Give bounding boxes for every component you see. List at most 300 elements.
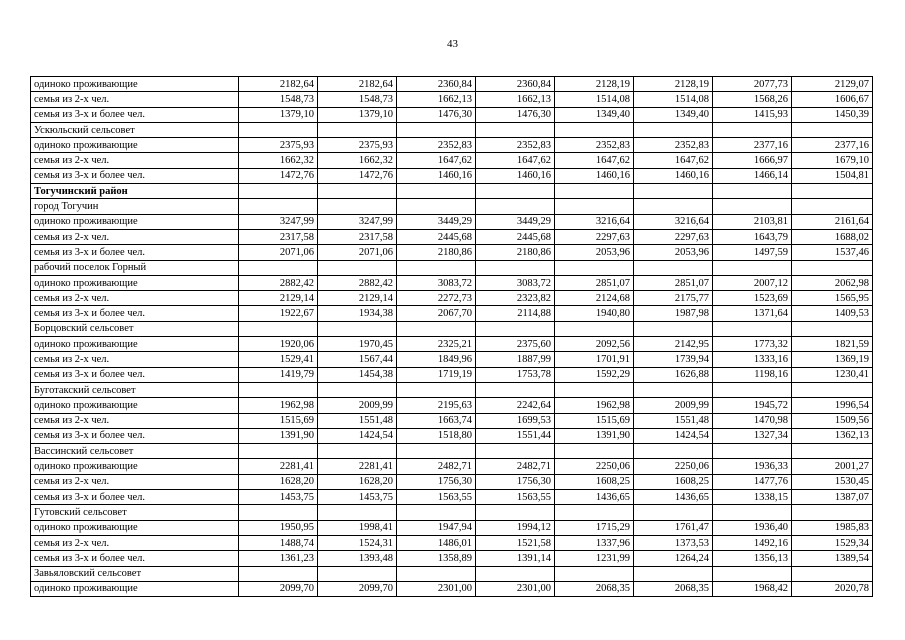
table-row <box>31 459 873 474</box>
section-header-row <box>31 382 873 397</box>
value-cell: 1460,16 <box>555 168 634 183</box>
value-cell: 1719,19 <box>397 367 476 382</box>
value-cell: 2071,06 <box>239 245 318 260</box>
value-cell: 2129,14 <box>318 291 397 306</box>
value-cell <box>318 321 397 336</box>
value-cell: 2301,00 <box>476 581 555 596</box>
value-cell: 2482,71 <box>397 459 476 474</box>
value-cell: 1756,30 <box>476 474 555 489</box>
value-cell: 1497,59 <box>713 245 792 260</box>
value-cell <box>239 184 318 199</box>
value-cell: 1628,20 <box>318 474 397 489</box>
value-cell: 3216,64 <box>555 214 634 229</box>
section-name: Гутовский сельсовет <box>31 505 239 520</box>
value-cell <box>634 382 713 397</box>
value-cell: 1424,54 <box>318 428 397 443</box>
value-cell <box>476 321 555 336</box>
value-cell <box>792 566 873 581</box>
row-label: одиноко проживающие <box>31 398 239 413</box>
value-cell: 1337,96 <box>555 535 634 550</box>
value-cell: 1338,15 <box>713 490 792 505</box>
table-row <box>31 352 873 367</box>
value-cell: 1962,98 <box>239 398 318 413</box>
value-cell: 2482,71 <box>476 459 555 474</box>
value-cell <box>792 382 873 397</box>
value-cell: 1264,24 <box>634 551 713 566</box>
value-cell: 1472,76 <box>239 168 318 183</box>
value-cell: 1626,88 <box>634 367 713 382</box>
value-cell <box>318 122 397 137</box>
value-cell: 1688,02 <box>792 229 873 244</box>
value-cell: 2068,35 <box>555 581 634 596</box>
row-label: семья из 3-х и более чел. <box>31 245 239 260</box>
value-cell: 2009,99 <box>634 398 713 413</box>
value-cell <box>397 260 476 275</box>
value-cell: 1920,06 <box>239 337 318 352</box>
value-cell: 1662,13 <box>476 92 555 107</box>
value-cell: 2882,42 <box>239 275 318 290</box>
value-cell: 1521,58 <box>476 535 555 550</box>
value-cell <box>397 382 476 397</box>
value-cell <box>713 444 792 459</box>
value-cell: 2129,14 <box>239 291 318 306</box>
value-cell <box>397 444 476 459</box>
value-cell: 1450,39 <box>792 107 873 122</box>
value-cell <box>318 444 397 459</box>
value-cell <box>397 199 476 214</box>
table-row <box>31 153 873 168</box>
value-cell: 1453,75 <box>318 490 397 505</box>
section-name: Буготакский сельсовет <box>31 382 239 397</box>
value-cell: 2301,00 <box>397 581 476 596</box>
row-label: одиноко проживающие <box>31 581 239 596</box>
value-cell <box>397 321 476 336</box>
value-cell: 2103,81 <box>713 214 792 229</box>
value-cell: 1936,33 <box>713 459 792 474</box>
value-cell: 1950,95 <box>239 520 318 535</box>
table-row <box>31 77 873 92</box>
value-cell <box>713 184 792 199</box>
value-cell: 1551,44 <box>476 428 555 443</box>
table-row <box>31 306 873 321</box>
table-row <box>31 229 873 244</box>
section-name: рабочий поселок Горный <box>31 260 239 275</box>
value-cell: 1387,07 <box>792 490 873 505</box>
value-cell: 1361,23 <box>239 551 318 566</box>
value-cell: 1849,96 <box>397 352 476 367</box>
value-cell <box>239 260 318 275</box>
value-cell: 2182,64 <box>239 77 318 92</box>
row-label: семья из 3-х и более чел. <box>31 107 239 122</box>
value-cell: 1996,54 <box>792 398 873 413</box>
value-cell: 3216,64 <box>634 214 713 229</box>
value-cell: 1504,81 <box>792 168 873 183</box>
table-row <box>31 92 873 107</box>
value-cell <box>555 122 634 137</box>
value-cell: 2009,99 <box>318 398 397 413</box>
value-cell: 1551,48 <box>318 413 397 428</box>
value-cell: 2281,41 <box>239 459 318 474</box>
value-cell <box>555 505 634 520</box>
value-cell: 2175,77 <box>634 291 713 306</box>
value-cell: 2068,35 <box>634 581 713 596</box>
value-cell: 1947,94 <box>397 520 476 535</box>
value-cell: 2020,78 <box>792 581 873 596</box>
value-cell: 3083,72 <box>397 275 476 290</box>
value-cell: 2099,70 <box>318 581 397 596</box>
value-cell: 3247,99 <box>239 214 318 229</box>
value-cell <box>634 122 713 137</box>
value-cell <box>634 321 713 336</box>
row-label: одиноко проживающие <box>31 77 239 92</box>
value-cell: 1514,08 <box>555 92 634 107</box>
value-cell <box>792 122 873 137</box>
value-cell: 1647,62 <box>555 153 634 168</box>
value-cell: 1389,54 <box>792 551 873 566</box>
row-label: одиноко проживающие <box>31 337 239 352</box>
row-label: семья из 3-х и более чел. <box>31 306 239 321</box>
value-cell <box>713 260 792 275</box>
value-cell: 1563,55 <box>397 490 476 505</box>
value-cell <box>476 566 555 581</box>
value-cell <box>239 321 318 336</box>
value-cell: 1887,99 <box>476 352 555 367</box>
value-cell <box>318 199 397 214</box>
value-cell: 1647,62 <box>476 153 555 168</box>
value-cell: 2180,86 <box>476 245 555 260</box>
value-cell: 1628,20 <box>239 474 318 489</box>
value-cell: 1391,90 <box>555 428 634 443</box>
value-cell: 1530,45 <box>792 474 873 489</box>
value-cell <box>239 566 318 581</box>
value-cell: 2071,06 <box>318 245 397 260</box>
value-cell: 1934,38 <box>318 306 397 321</box>
value-cell <box>239 122 318 137</box>
value-cell: 1662,32 <box>318 153 397 168</box>
value-cell: 3083,72 <box>476 275 555 290</box>
row-label: семья из 2-х чел. <box>31 153 239 168</box>
value-cell <box>476 122 555 137</box>
value-cell: 1419,79 <box>239 367 318 382</box>
value-cell <box>634 199 713 214</box>
section-header-row <box>31 444 873 459</box>
row-label: семья из 2-х чел. <box>31 291 239 306</box>
value-cell <box>634 505 713 520</box>
value-cell <box>555 321 634 336</box>
value-cell: 2360,84 <box>476 77 555 92</box>
value-cell <box>792 444 873 459</box>
value-cell: 2128,19 <box>634 77 713 92</box>
value-cell: 1715,29 <box>555 520 634 535</box>
value-cell <box>476 444 555 459</box>
table-row <box>31 474 873 489</box>
value-cell: 2297,63 <box>555 229 634 244</box>
value-cell: 1679,10 <box>792 153 873 168</box>
value-cell: 1548,73 <box>318 92 397 107</box>
value-cell: 1436,65 <box>634 490 713 505</box>
row-label: семья из 2-х чел. <box>31 229 239 244</box>
value-cell <box>713 122 792 137</box>
value-cell: 1608,25 <box>634 474 713 489</box>
value-cell: 1524,31 <box>318 535 397 550</box>
value-cell <box>634 184 713 199</box>
value-cell: 1940,80 <box>555 306 634 321</box>
value-cell <box>713 382 792 397</box>
value-cell: 2099,70 <box>239 581 318 596</box>
value-cell <box>555 199 634 214</box>
value-cell: 1349,40 <box>634 107 713 122</box>
value-cell <box>555 184 634 199</box>
value-cell: 1922,67 <box>239 306 318 321</box>
section-header-row <box>31 321 873 336</box>
value-cell: 2128,19 <box>555 77 634 92</box>
value-cell: 1476,30 <box>476 107 555 122</box>
value-cell: 1756,30 <box>397 474 476 489</box>
value-cell: 2161,64 <box>792 214 873 229</box>
row-label: семья из 2-х чел. <box>31 413 239 428</box>
value-cell: 1699,53 <box>476 413 555 428</box>
value-cell: 1477,76 <box>713 474 792 489</box>
table-row <box>31 291 873 306</box>
value-cell: 1371,64 <box>713 306 792 321</box>
value-cell: 2317,58 <box>239 229 318 244</box>
value-cell <box>713 199 792 214</box>
value-cell: 1701,91 <box>555 352 634 367</box>
value-cell <box>634 444 713 459</box>
value-cell: 1936,40 <box>713 520 792 535</box>
section-header-row <box>31 566 873 581</box>
value-cell: 1537,46 <box>792 245 873 260</box>
value-cell: 1460,16 <box>476 168 555 183</box>
value-cell: 2053,96 <box>555 245 634 260</box>
value-cell: 1753,78 <box>476 367 555 382</box>
value-cell: 1509,56 <box>792 413 873 428</box>
value-cell <box>713 566 792 581</box>
value-cell <box>713 505 792 520</box>
value-cell: 2180,86 <box>397 245 476 260</box>
value-cell <box>634 566 713 581</box>
value-cell: 1663,74 <box>397 413 476 428</box>
tariff-table <box>30 76 873 597</box>
value-cell <box>555 260 634 275</box>
value-cell: 2182,64 <box>318 77 397 92</box>
value-cell: 2297,63 <box>634 229 713 244</box>
value-cell: 1563,55 <box>476 490 555 505</box>
value-cell: 1486,01 <box>397 535 476 550</box>
value-cell: 1470,98 <box>713 413 792 428</box>
value-cell <box>792 199 873 214</box>
value-cell: 1592,29 <box>555 367 634 382</box>
section-header-row <box>31 199 873 214</box>
value-cell: 2375,93 <box>239 138 318 153</box>
district-name: Тогучинский район <box>31 184 239 199</box>
value-cell: 2317,58 <box>318 229 397 244</box>
value-cell: 2007,12 <box>713 275 792 290</box>
value-cell: 2352,83 <box>476 138 555 153</box>
value-cell <box>792 321 873 336</box>
value-cell <box>318 505 397 520</box>
value-cell: 1970,45 <box>318 337 397 352</box>
value-cell: 3449,29 <box>397 214 476 229</box>
value-cell: 2377,16 <box>792 138 873 153</box>
table-row <box>31 138 873 153</box>
row-label: одиноко проживающие <box>31 275 239 290</box>
value-cell: 1231,99 <box>555 551 634 566</box>
value-cell: 1349,40 <box>555 107 634 122</box>
value-cell: 2129,07 <box>792 77 873 92</box>
value-cell <box>476 199 555 214</box>
value-cell <box>239 382 318 397</box>
value-cell: 1568,26 <box>713 92 792 107</box>
value-cell: 2281,41 <box>318 459 397 474</box>
value-cell: 1466,14 <box>713 168 792 183</box>
table-row <box>31 168 873 183</box>
value-cell <box>318 566 397 581</box>
value-cell: 1362,13 <box>792 428 873 443</box>
row-label: семья из 3-х и более чел. <box>31 367 239 382</box>
value-cell: 2851,07 <box>555 275 634 290</box>
value-cell: 1551,48 <box>634 413 713 428</box>
section-header-row <box>31 260 873 275</box>
section-name: Ускюльский сельсовет <box>31 122 239 137</box>
value-cell: 1436,65 <box>555 490 634 505</box>
value-cell: 1514,08 <box>634 92 713 107</box>
section-name: Борцовский сельсовет <box>31 321 239 336</box>
table-row <box>31 520 873 535</box>
value-cell <box>476 505 555 520</box>
value-cell: 1492,16 <box>713 535 792 550</box>
value-cell: 1472,76 <box>318 168 397 183</box>
value-cell: 1460,16 <box>397 168 476 183</box>
table-row <box>31 490 873 505</box>
value-cell: 2352,83 <box>555 138 634 153</box>
value-cell: 2323,82 <box>476 291 555 306</box>
value-cell <box>792 184 873 199</box>
value-cell: 1454,38 <box>318 367 397 382</box>
value-cell <box>397 122 476 137</box>
table-row <box>31 413 873 428</box>
value-cell: 1662,13 <box>397 92 476 107</box>
value-cell: 1565,95 <box>792 291 873 306</box>
value-cell: 1994,12 <box>476 520 555 535</box>
value-cell: 2445,68 <box>476 229 555 244</box>
table-row <box>31 398 873 413</box>
value-cell: 1356,13 <box>713 551 792 566</box>
value-cell: 1460,16 <box>634 168 713 183</box>
value-cell <box>397 184 476 199</box>
section-header-row <box>31 122 873 137</box>
value-cell: 1369,19 <box>792 352 873 367</box>
value-cell <box>555 444 634 459</box>
value-cell: 1643,79 <box>713 229 792 244</box>
table-row <box>31 107 873 122</box>
row-label: одиноко проживающие <box>31 214 239 229</box>
row-label: семья из 2-х чел. <box>31 92 239 107</box>
value-cell <box>634 260 713 275</box>
value-cell <box>239 505 318 520</box>
value-cell: 2242,64 <box>476 398 555 413</box>
value-cell: 1327,34 <box>713 428 792 443</box>
value-cell: 1333,16 <box>713 352 792 367</box>
value-cell: 3247,99 <box>318 214 397 229</box>
value-cell: 1773,32 <box>713 337 792 352</box>
row-label: одиноко проживающие <box>31 138 239 153</box>
value-cell <box>318 382 397 397</box>
value-cell: 1647,62 <box>397 153 476 168</box>
value-cell: 1968,42 <box>713 581 792 596</box>
value-cell: 1358,89 <box>397 551 476 566</box>
value-cell: 2062,98 <box>792 275 873 290</box>
value-cell: 1198,16 <box>713 367 792 382</box>
value-cell: 1424,54 <box>634 428 713 443</box>
value-cell: 2445,68 <box>397 229 476 244</box>
value-cell: 1821,59 <box>792 337 873 352</box>
value-cell: 1515,69 <box>555 413 634 428</box>
table-row <box>31 581 873 596</box>
value-cell: 2250,06 <box>555 459 634 474</box>
value-cell: 1391,90 <box>239 428 318 443</box>
value-cell: 3449,29 <box>476 214 555 229</box>
value-cell <box>476 184 555 199</box>
table-row <box>31 535 873 550</box>
row-label: одиноко проживающие <box>31 459 239 474</box>
value-cell: 2851,07 <box>634 275 713 290</box>
value-cell: 1230,41 <box>792 367 873 382</box>
value-cell: 2067,70 <box>397 306 476 321</box>
section-header-row <box>31 505 873 520</box>
value-cell <box>713 321 792 336</box>
row-label: семья из 3-х и более чел. <box>31 168 239 183</box>
value-cell: 1409,53 <box>792 306 873 321</box>
table-row <box>31 214 873 229</box>
value-cell: 2195,63 <box>397 398 476 413</box>
row-label: семья из 2-х чел. <box>31 535 239 550</box>
value-cell: 1945,72 <box>713 398 792 413</box>
value-cell <box>239 444 318 459</box>
section-name: Завьяловский сельсовет <box>31 566 239 581</box>
value-cell: 1393,48 <box>318 551 397 566</box>
value-cell: 1739,94 <box>634 352 713 367</box>
value-cell <box>397 566 476 581</box>
row-label: семья из 2-х чел. <box>31 474 239 489</box>
value-cell <box>792 260 873 275</box>
row-label: семья из 3-х и более чел. <box>31 551 239 566</box>
value-cell: 1391,14 <box>476 551 555 566</box>
value-cell: 2077,73 <box>713 77 792 92</box>
value-cell: 1608,25 <box>555 474 634 489</box>
value-cell: 1962,98 <box>555 398 634 413</box>
value-cell: 1662,32 <box>239 153 318 168</box>
value-cell: 2377,16 <box>713 138 792 153</box>
value-cell: 2001,27 <box>792 459 873 474</box>
value-cell: 1666,97 <box>713 153 792 168</box>
page-number: 43 <box>447 38 458 50</box>
value-cell: 1529,41 <box>239 352 318 367</box>
value-cell <box>555 382 634 397</box>
value-cell <box>476 382 555 397</box>
value-cell: 2352,83 <box>397 138 476 153</box>
value-cell <box>239 199 318 214</box>
value-cell: 1985,83 <box>792 520 873 535</box>
value-cell: 1529,34 <box>792 535 873 550</box>
value-cell: 2092,56 <box>555 337 634 352</box>
value-cell: 2360,84 <box>397 77 476 92</box>
table-body <box>31 77 873 597</box>
table-row <box>31 275 873 290</box>
value-cell: 2114,88 <box>476 306 555 321</box>
value-cell: 1488,74 <box>239 535 318 550</box>
value-cell: 1453,75 <box>239 490 318 505</box>
